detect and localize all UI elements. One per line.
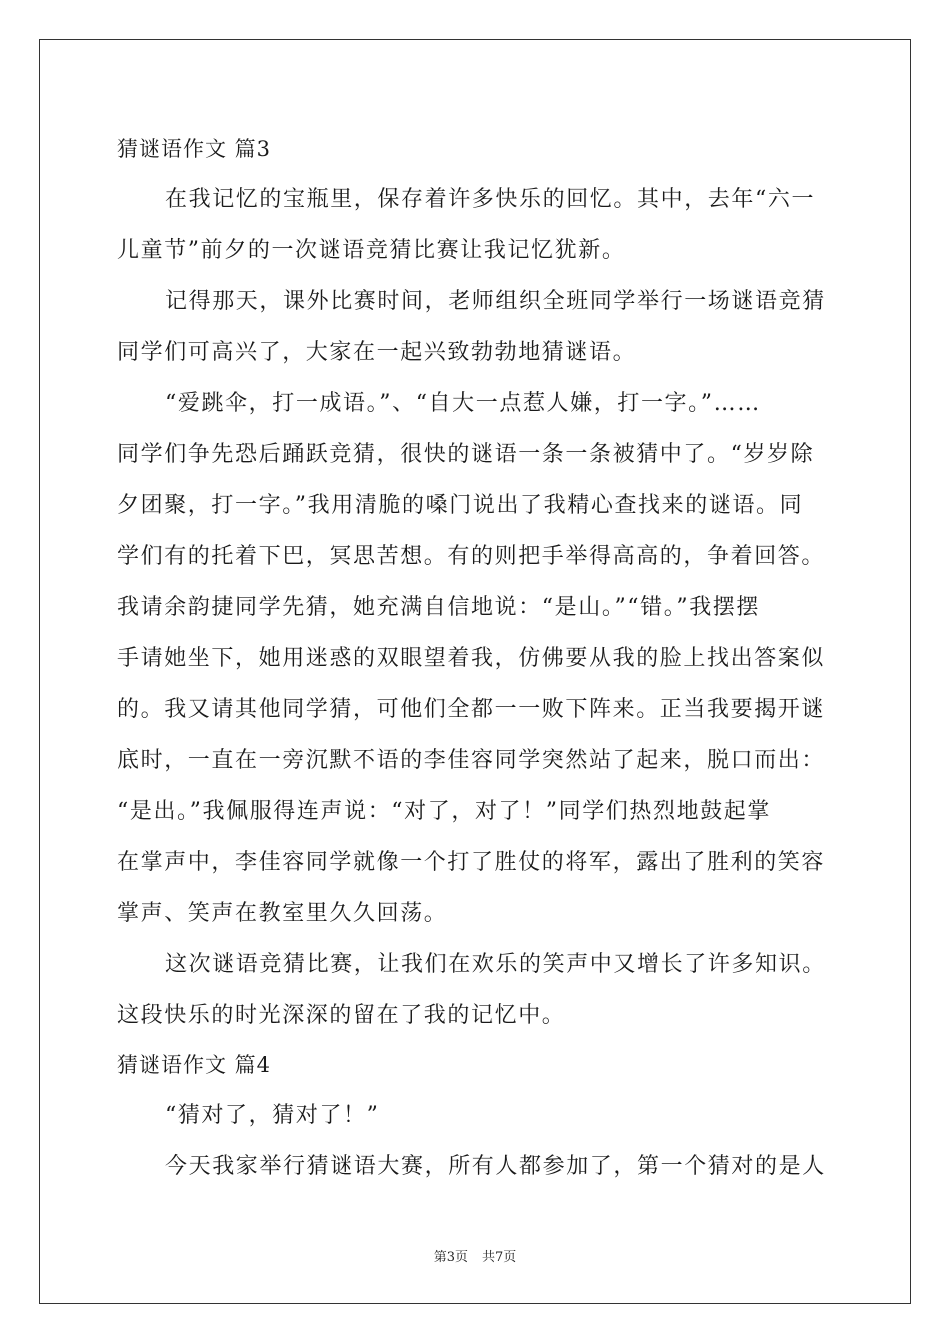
- section-heading: 猜谜语作文 篇3: [117, 137, 272, 161]
- text-line: “爱跳伞，打一成语。”、“自大一点惹人嫌，打一字。”……: [165, 391, 761, 416]
- text-line: 记得那天，课外比赛时间，老师组织全班同学举行一场谜语竞猜: [165, 289, 826, 314]
- page-number-total: 共7页: [482, 1250, 517, 1265]
- text-line: “猜对了，猜对了！”: [165, 1103, 380, 1128]
- text-line: 学们有的托着下巴，冥思苦想。有的则把手举得高高的，争着回答。: [117, 544, 826, 569]
- page-footer: [0, 1246, 950, 1265]
- text-line: “是出。”我佩服得连声说：“对了，对了！”同学们热烈地鼓起掌: [117, 799, 771, 824]
- document-body: [117, 125, 837, 1192]
- text-line: 这段快乐的时光深深的留在了我的记忆中。: [117, 1003, 566, 1028]
- text-line: 在掌声中，李佳容同学就像一个打了胜仗的将军，露出了胜利的笑容: [117, 850, 826, 875]
- text-line: 在我记忆的宝瓶里，保存着许多快乐的回忆。其中，去年“六一: [165, 187, 816, 212]
- text-line: 掌声、笑声在教室里久久回荡。: [117, 901, 448, 926]
- text-line: 今天我家举行猜谜语大赛，所有人都参加了，第一个猜对的是人: [165, 1154, 826, 1179]
- text-line: 这次谜语竞猜比赛，让我们在欢乐的笑声中又增长了许多知识。: [165, 952, 826, 977]
- text-line: 底时，一直在一旁沉默不语的李佳容同学突然站了起来，脱口而出：: [117, 748, 826, 773]
- text-line: 的。我又请其他同学猜，可他们全都一一败下阵来。正当我要揭开谜: [117, 697, 826, 722]
- text-line: 我请余韵捷同学先猜，她充满自信地说：“是山。”“错。”我摆摆: [117, 595, 760, 620]
- section-heading: 猜谜语作文 篇4: [117, 1053, 272, 1077]
- page-number-current: 第3页: [433, 1250, 468, 1265]
- text-line: 手请她坐下，她用迷惑的双眼望着我，仿佛要从我的脸上找出答案似: [117, 646, 826, 671]
- text-line: 同学们可高兴了，大家在一起兴致勃勃地猜谜语。: [117, 340, 637, 365]
- text-line: 儿童节”前夕的一次谜语竞猜比赛让我记忆犹新。: [117, 238, 626, 263]
- text-line: 夕团聚，打一字。”我用清脆的嗓门说出了我精心查找来的谜语。同: [117, 493, 804, 518]
- text-line: 同学们争先恐后踊跃竞猜，很快的谜语一条一条被猜中了。“岁岁除: [117, 442, 815, 467]
